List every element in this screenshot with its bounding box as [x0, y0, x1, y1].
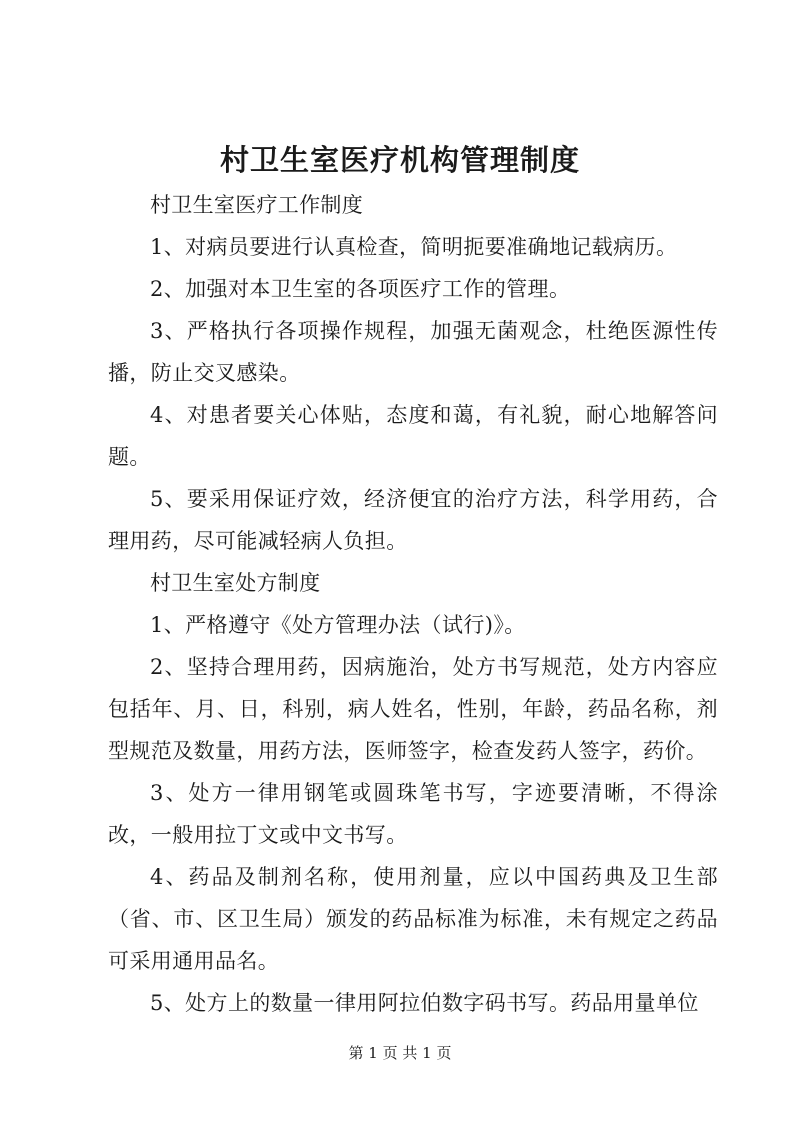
paragraph-item: 2、加强对本卫生室的各项医疗工作的管理。 [150, 277, 571, 301]
page-footer: 第 1 页 共 1 页 [348, 1044, 452, 1062]
section-heading-prescription: 村卫生室处方制度 [150, 571, 321, 595]
document-title: 村卫生室医疗机构管理制度 [219, 143, 580, 177]
paragraph-item: 4、药品及制剂名称，使用剂量，应以中国药典及卫生部（省、市、区卫生局）颁发的药品标准为标准，未有规定之药品可采用通用品名。 [108, 865, 718, 973]
paragraph-item: 1、对病员要进行认真检查，简明扼要准确地记载病历。 [150, 235, 678, 259]
paragraph-item: 3、严格执行各项操作规程，加强无菌观念，杜绝医源性传播，防止交叉感染。 [108, 319, 718, 385]
paragraph-item: 4、对患者要关心体贴，态度和蔼，有礼貌，耐心地解答问题。 [108, 403, 718, 469]
paragraph-item: 5、处方上的数量一律用阿拉伯数字码书写。药品用量单位 [150, 991, 699, 1015]
paragraph-item: 5、要采用保证疗效，经济便宜的治疗方法，科学用药，合理用药，尽可能减轻病人负担。 [108, 487, 718, 553]
paragraph-item: 2、坚持合理用药，因病施治，处方书写规范，处方内容应包括年、月、日，科别，病人姓名，性别，年龄，药品名称，剂型规范及数量，用药方法，医师签字，检查发药人签字，药价。 [108, 655, 718, 763]
paragraph-item: 1、严格遵守《处方管理办法（试行)》。 [150, 613, 526, 637]
document-body [108, 184, 718, 1024]
section-heading-medical-work: 村卫生室医疗工作制度 [150, 193, 363, 217]
paragraph-item: 3、处方一律用钢笔或圆珠笔书写，字迹要清晰，不得涂改，一般用拉丁文或中文书写。 [108, 781, 718, 847]
